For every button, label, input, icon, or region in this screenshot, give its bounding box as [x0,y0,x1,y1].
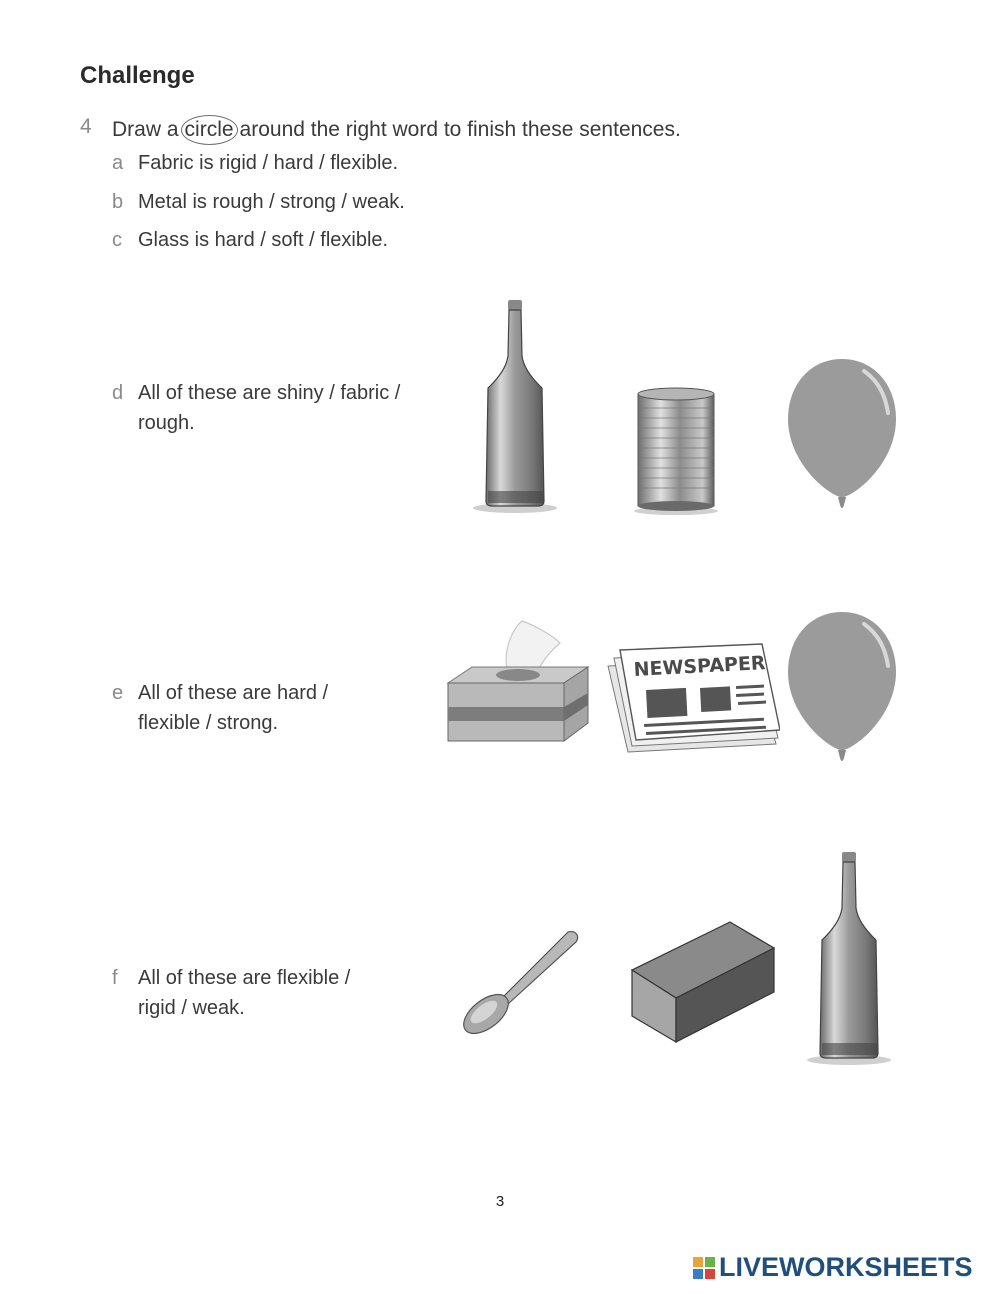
tissue-box-icon [442,615,594,747]
item-letter-d: d [112,382,124,404]
newspaper-icon [604,640,780,758]
item-text-e-line1: All of these are hard / [138,682,329,704]
section-heading: Challenge [80,62,195,89]
item-text-e[interactable] [138,678,328,738]
item-letter-f: f [112,967,118,989]
balloon-icon [782,355,902,515]
item-text-c[interactable]: Glass is hard / soft / flexible. [138,229,389,251]
item-text-f[interactable] [138,963,350,1023]
item-text-a[interactable]: Fabric is rigid / hard / flexible. [138,152,399,174]
item-text-d[interactable] [138,378,400,438]
newspaper-label: NEWSPAPER [633,652,767,681]
tin-can-icon [630,384,722,516]
page-number: 3 [495,1193,505,1210]
item-text-d-line2: rough. [138,412,195,434]
item-text-e-line2: flexible / strong. [138,712,279,734]
brick-icon [626,918,780,1048]
glass-bottle-icon [470,296,560,516]
item-letter-c: c [112,229,122,251]
item-letter-a: a [112,152,124,174]
logo-text: LIVEWORKSHEETS [719,1252,973,1282]
circled-word: circle [181,115,238,145]
item-text-b[interactable]: Metal is rough / strong / weak. [138,191,405,213]
instruction-after: around the right word to finish these sentences. [239,118,681,141]
liveworksheets-logo[interactable] [693,1252,973,1283]
item-text-f-line1: All of these are flexible / [138,967,351,989]
question-number: 4 [80,115,92,138]
item-letter-e: e [112,682,124,704]
item-text-d-line1: All of these are shiny / fabric / [138,382,401,404]
balloon-icon [782,608,902,768]
spoon-icon [456,926,586,1038]
item-letter-b: b [112,191,124,213]
instruction-before: Draw a [112,118,179,141]
logo-blocks-icon [693,1257,715,1279]
glass-bottle-icon [804,848,894,1068]
question-instruction [112,115,681,145]
item-text-f-line2: rigid / weak. [138,997,245,1019]
